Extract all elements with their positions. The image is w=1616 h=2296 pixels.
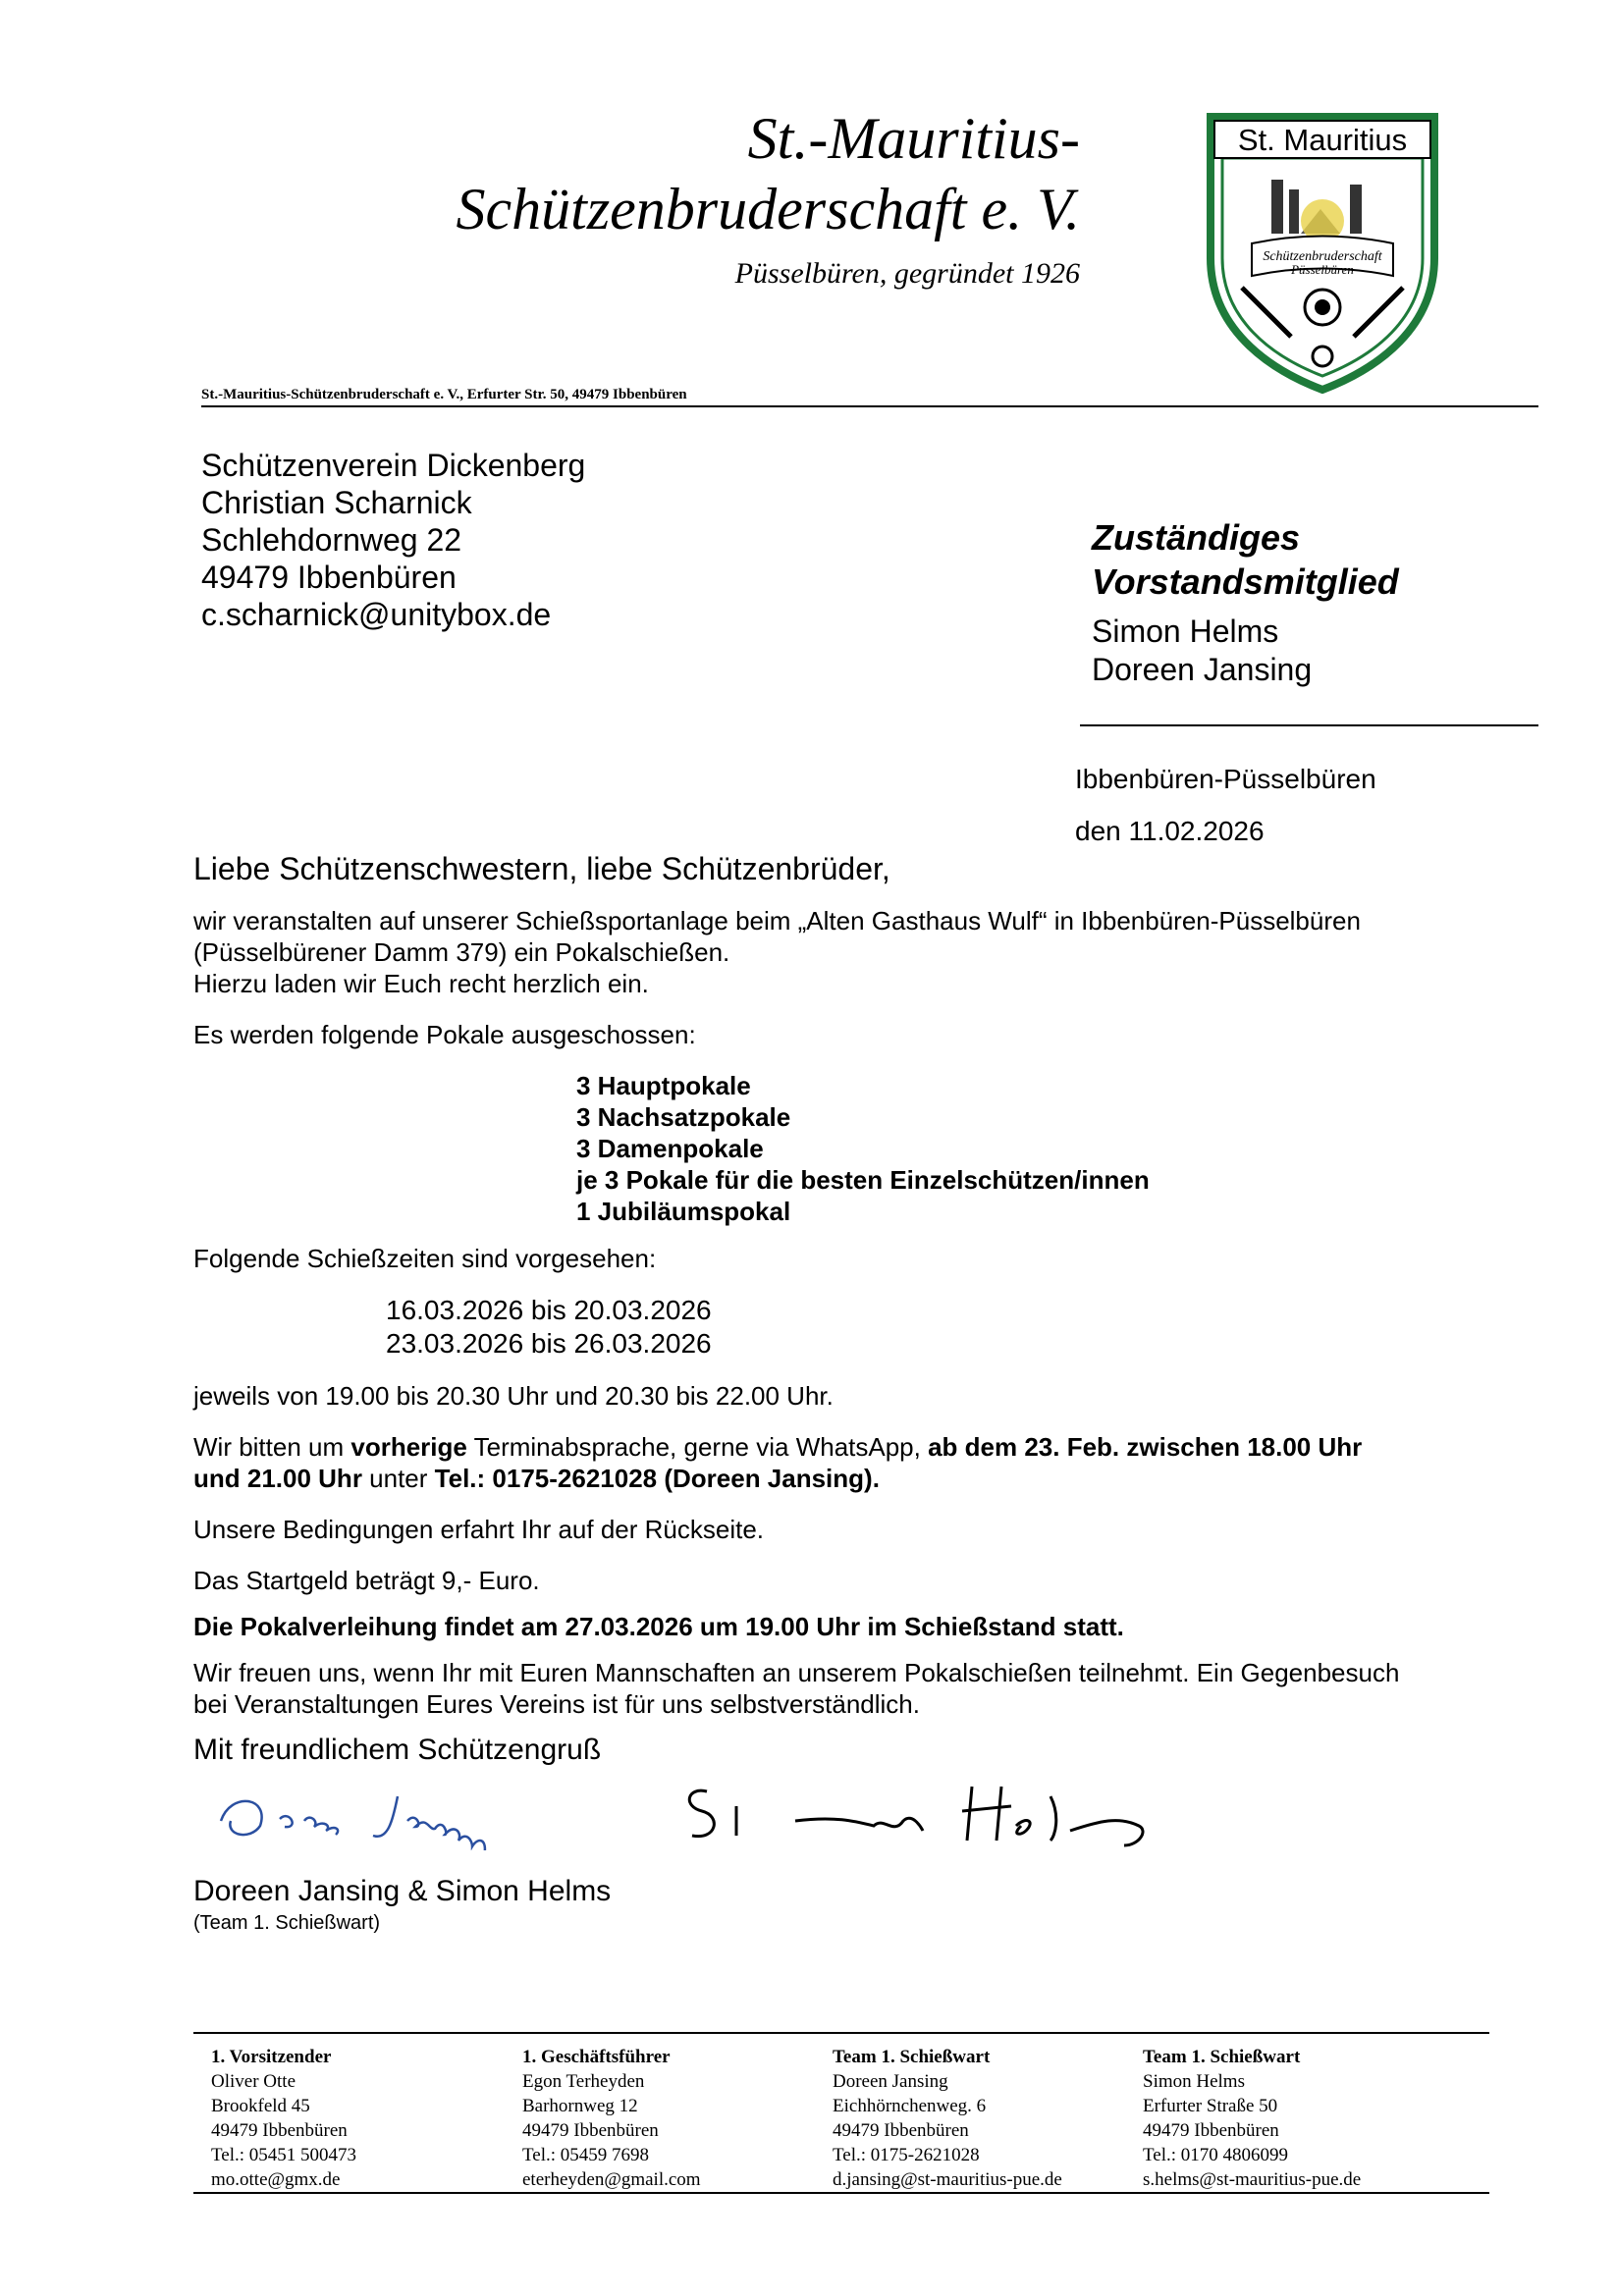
footer-title: 1. Vorsitzender: [211, 2047, 332, 2067]
responsible-heading-line1: Zuständiges: [1092, 517, 1301, 558]
trophy-item: je 3 Pokale für die besten Einzelschützen/innen: [576, 1165, 1150, 1195]
trophy-list: [576, 1070, 1150, 1227]
footer-column-manager: [522, 2045, 701, 2192]
footer-email[interactable]: d.jansing@st-mauritius-pue.de: [833, 2169, 1062, 2190]
footer-line: Erfurter Straße 50: [1143, 2096, 1278, 2116]
signers-role: (Team 1. Schießwart): [193, 1912, 381, 1934]
footer-line: Oliver Otte: [211, 2071, 296, 2092]
trophy-item: 3 Nachsatzpokale: [576, 1102, 791, 1132]
footer-line: 49479 Ibbenbüren: [211, 2120, 348, 2141]
booking-text: Wir bitten um: [193, 1432, 351, 1462]
recipient-club: Schützenverein Dickenberg: [201, 448, 586, 483]
footer-divider-bottom: [193, 2192, 1489, 2194]
footer-line: Eichhörnchenweg. 6: [833, 2096, 987, 2116]
header-divider: [201, 405, 1538, 407]
shooting-hours: jeweils von 19.00 bis 20.30 Uhr und 20.30 bis 22.00 Uhr.: [193, 1381, 834, 1411]
responsible-divider: [1080, 724, 1538, 726]
footer-column-shooting-master-2: [1143, 2045, 1361, 2192]
responsible-name: Doreen Jansing: [1092, 652, 1313, 687]
intro-line: (Püsselbürener Damm 379) ein Pokalschießen.: [193, 937, 730, 967]
recipient-email[interactable]: c.scharnick@unitybox.de: [201, 597, 552, 632]
closing-line: bei Veranstaltungen Eures Vereins ist für uns selbstverständlich.: [193, 1689, 920, 1719]
footer-divider: [193, 2032, 1489, 2034]
footer-line: Brookfeld 45: [211, 2096, 310, 2116]
organization-title: [295, 103, 1080, 244]
trophy-item: 3 Hauptpokale: [576, 1071, 751, 1100]
booking-text: unter: [361, 1464, 435, 1493]
shooting-periods: [386, 1294, 712, 1361]
booking-paragraph: [193, 1431, 1470, 1494]
booking-bold: und 21.00 Uhr: [193, 1464, 362, 1493]
signers-names: Doreen Jansing & Simon Helms: [193, 1875, 612, 1907]
recipient-city: 49479 Ibbenbüren: [201, 560, 457, 595]
booking-text: Terminabsprache, gerne via WhatsApp,: [466, 1432, 929, 1462]
intro-line: wir veranstalten auf unserer Schießsportanlage beim „Alten Gasthaus Wulf“ in Ibbenbüren-Püsselbüren: [193, 906, 1361, 935]
footer-email[interactable]: mo.otte@gmx.de: [211, 2169, 341, 2190]
footer-email[interactable]: eterheyden@gmail.com: [522, 2169, 701, 2190]
signature-doreen: [211, 1782, 545, 1850]
footer-line: Tel.: 05459 7698: [522, 2145, 650, 2165]
responsible-name: Simon Helms: [1092, 614, 1279, 649]
booking-bold: vorherige: [350, 1432, 467, 1462]
period-item: 16.03.2026 bis 20.03.2026: [386, 1295, 712, 1325]
trophy-item: 3 Damenpokale: [576, 1134, 764, 1163]
letter-date: den 11.02.2026: [1075, 816, 1265, 846]
responsible-heading-line2: Vorstandsmitglied: [1092, 561, 1399, 602]
closing-paragraph: [193, 1657, 1470, 1720]
footer-email[interactable]: s.helms@st-mauritius-pue.de: [1143, 2169, 1362, 2190]
intro-line: Hierzu laden wir Euch recht herzlich ein.: [193, 969, 649, 998]
footer-column-shooting-master-1: [833, 2045, 1062, 2192]
intro-paragraph: [193, 905, 1470, 999]
conditions-note: Unsere Bedingungen erfahrt Ihr auf der Rückseite.: [193, 1515, 765, 1544]
footer-line: Tel.: 0175-2621028: [833, 2145, 980, 2165]
organization-title-line2: Schützenbruderschaft e. V.: [456, 177, 1080, 241]
trophies-intro: Es werden folgende Pokale ausgeschossen:: [193, 1020, 696, 1049]
footer-line: Doreen Jansing: [833, 2071, 948, 2092]
footer-line: Egon Terheyden: [522, 2071, 645, 2092]
organization-subtitle: Püsselbüren, gegründet 1926: [734, 257, 1080, 290]
recipient-street: Schlehdornweg 22: [201, 522, 462, 558]
times-intro: Folgende Schießzeiten sind vorgesehen:: [193, 1244, 657, 1273]
club-logo: [1203, 111, 1442, 396]
sender-return-address: St.-Mauritius-Schützenbruderschaft e. V., Erfurter Str. 50, 49479 Ibbenbüren: [201, 387, 687, 402]
responsible-names: [1092, 613, 1312, 689]
footer-line: 49479 Ibbenbüren: [1143, 2120, 1279, 2141]
letter-place: Ibbenbüren-Püsselbüren: [1075, 764, 1376, 794]
footer-line: Barhornweg 12: [522, 2096, 638, 2116]
responsible-heading: [1092, 515, 1399, 604]
booking-phone: Tel.: 0175-2621028 (Doreen Jansing).: [434, 1464, 880, 1493]
footer-column-chairman: [211, 2045, 356, 2192]
logo-inner-text: Schützenbruderschaft: [1263, 249, 1382, 264]
footer-line: Tel.: 0170 4806099: [1143, 2145, 1289, 2165]
period-item: 23.03.2026 bis 26.03.2026: [386, 1328, 712, 1359]
organization-title-line1: St.-Mauritius-: [747, 106, 1080, 171]
award-ceremony: Die Pokalverleihung findet am 27.03.2026 um 19.00 Uhr im Schießstand statt.: [193, 1612, 1124, 1641]
footer-title: 1. Geschäftsführer: [522, 2047, 671, 2067]
salutation: Liebe Schützenschwestern, liebe Schützenbrüder,: [193, 851, 890, 886]
footer-line: 49479 Ibbenbüren: [522, 2120, 659, 2141]
footer-line: Tel.: 05451 500473: [211, 2145, 357, 2165]
trophy-item: 1 Jubiläumspokal: [576, 1197, 791, 1226]
greeting: Mit freundlichem Schützengruß: [193, 1734, 602, 1766]
logo-title: St. Mauritius: [1237, 123, 1408, 157]
footer-line: 49479 Ibbenbüren: [833, 2120, 969, 2141]
closing-line: Wir freuen uns, wenn Ihr mit Euren Mannschaften an unserem Pokalschießen teilnehmt. Ein Gegenbesuch: [193, 1658, 1400, 1687]
footer-title: Team 1. Schießwart: [1143, 2047, 1301, 2067]
entry-fee: Das Startgeld beträgt 9,- Euro.: [193, 1566, 540, 1595]
recipient-address: [201, 447, 585, 633]
footer-title: Team 1. Schießwart: [833, 2047, 991, 2067]
logo-inner-place: Püsselbüren: [1291, 262, 1354, 277]
footer-line: Simon Helms: [1143, 2071, 1245, 2092]
recipient-name: Christian Scharnick: [201, 485, 472, 520]
signature-simon: [677, 1777, 1188, 1855]
booking-bold: ab dem 23. Feb. zwischen 18.00 Uhr: [928, 1432, 1363, 1462]
